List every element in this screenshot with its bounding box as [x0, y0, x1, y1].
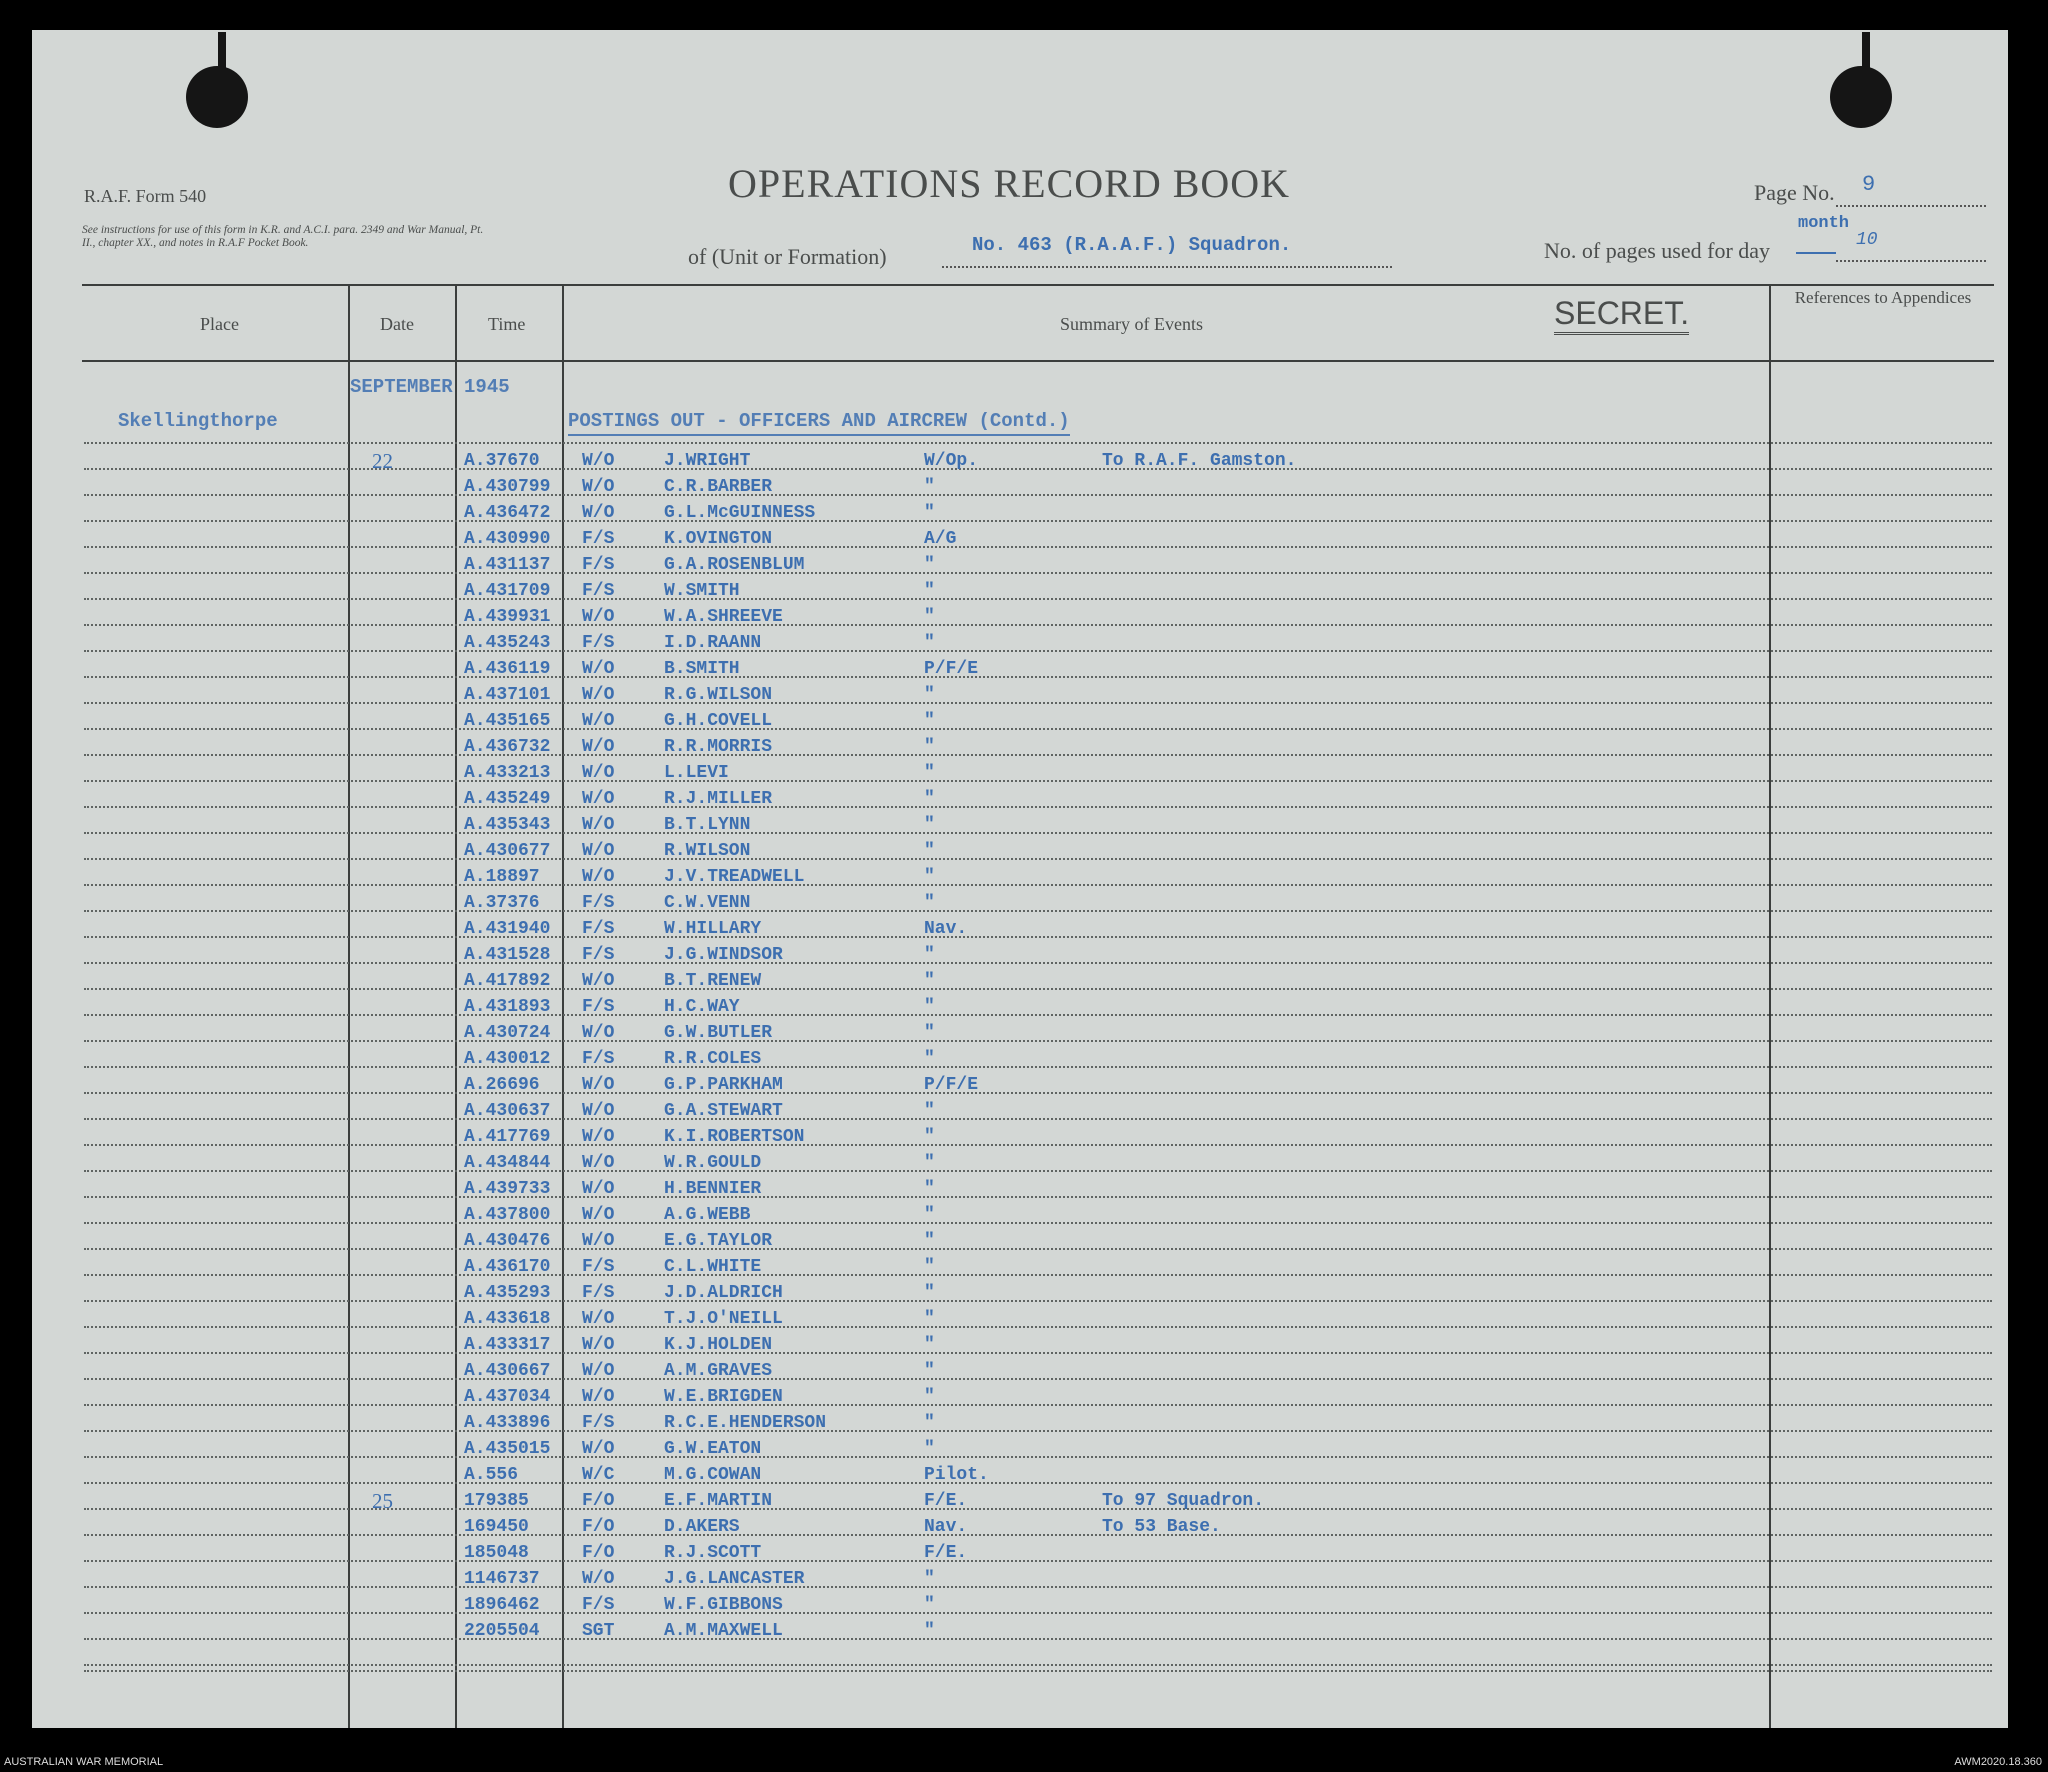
entry-row [32, 838, 1932, 864]
entry-name: W.F.GIBBONS [664, 1595, 783, 1615]
entry-number: 1896462 [464, 1595, 540, 1615]
table-bottom-rule [84, 1670, 1992, 1672]
entry-number: A.437800 [464, 1205, 551, 1225]
month-year: SEPTEMBER 1945 [350, 376, 510, 398]
unit-value: No. 463 (R.A.A.F.) Squadron. [972, 234, 1292, 256]
entry-name: W.R.GOULD [664, 1153, 762, 1173]
entry-number: A.430799 [464, 477, 551, 497]
entry-name: R.R.MORRIS [664, 737, 773, 757]
entry-row [32, 1228, 1932, 1254]
entry-name: A.M.MAXWELL [664, 1621, 783, 1641]
entry-name: R.J.MILLER [664, 789, 773, 809]
entry-rank: SGT [582, 1621, 615, 1641]
entry-name: G.A.ROSENBLUM [664, 555, 805, 575]
right-binder-hole [1830, 66, 1892, 128]
place-value: Skellingthorpe [118, 410, 278, 432]
entry-rank: F/S [582, 919, 615, 939]
entry-role: " [924, 893, 935, 913]
entry-row [32, 734, 1932, 760]
entry-rank: F/S [582, 1283, 615, 1303]
entry-rank: F/S [582, 555, 615, 575]
entry-rank: F/S [582, 1257, 615, 1277]
entry-role: " [924, 685, 935, 705]
entry-row [32, 1488, 1932, 1514]
entry-number: A.435243 [464, 633, 551, 653]
entry-number: A.436732 [464, 737, 551, 757]
entry-name: H.BENNIER [664, 1179, 762, 1199]
entry-row [32, 916, 1932, 942]
entry-role: " [924, 477, 935, 497]
entry-rank: W/O [582, 503, 615, 523]
entry-role: " [924, 1049, 935, 1069]
entry-number: A.430637 [464, 1101, 551, 1121]
entry-number: A.433213 [464, 763, 551, 783]
entry-name: G.A.STEWART [664, 1101, 783, 1121]
form-instructions: See instructions for use of this form in K.R. and A.C.I. para. 2349 and War Manual, Pt. II., chapter XX., and notes in R.A.F Pocket Book. [82, 224, 484, 249]
entry-rank: W/O [582, 1439, 615, 1459]
entry-number: A.436119 [464, 659, 551, 679]
entry-row [32, 968, 1932, 994]
entry-role: " [924, 607, 935, 627]
entry-rank: W/O [582, 841, 615, 861]
entry-role: " [924, 1101, 935, 1121]
entry-number: A.556 [464, 1465, 519, 1485]
entry-row [32, 864, 1932, 890]
entry-rank: W/O [582, 1309, 615, 1329]
entry-role: " [924, 633, 935, 653]
table-top-rule [82, 284, 1994, 286]
entry-role: " [924, 789, 935, 809]
entry-row [32, 1280, 1932, 1306]
entry-rank: W/O [582, 815, 615, 835]
entry-rank: F/O [582, 1491, 615, 1511]
entry-number: 185048 [464, 1543, 529, 1563]
entry-role: " [924, 555, 935, 575]
entry-name: R.G.WILSON [664, 685, 773, 705]
entry-row [32, 760, 1932, 786]
entry-number: A.435165 [464, 711, 551, 731]
entry-name: G.W.EATON [664, 1439, 762, 1459]
entry-name: G.L.McGUINNESS [664, 503, 816, 523]
entry-number: A.439931 [464, 607, 551, 627]
entry-number: A.437034 [464, 1387, 551, 1407]
page-number-underline [1836, 205, 1986, 207]
entry-row [32, 1384, 1932, 1410]
entry-row [32, 1072, 1932, 1098]
entry-number: A.435293 [464, 1283, 551, 1303]
entry-rank: F/S [582, 1595, 615, 1615]
entry-rank: W/O [582, 1075, 615, 1095]
entry-date: 22 [372, 449, 393, 473]
entry-number: A.37376 [464, 893, 540, 913]
entry-name: T.J.O'NEILL [664, 1309, 783, 1329]
entry-name: K.J.HOLDEN [664, 1335, 773, 1355]
entry-name: J.G.LANCASTER [664, 1569, 805, 1589]
entry-rank: F/S [582, 581, 615, 601]
pages-used-label: No. of pages used for day [1544, 238, 1771, 263]
entry-row [32, 1098, 1932, 1124]
entry-name: A.G.WEBB [664, 1205, 751, 1225]
entry-row [32, 1592, 1932, 1618]
entry-rank: F/O [582, 1543, 615, 1563]
entry-role: Pilot. [924, 1465, 989, 1485]
entry-role: " [924, 1413, 935, 1433]
pages-used-strike [1796, 252, 1836, 254]
entry-rank: F/S [582, 1413, 615, 1433]
entry-role: " [924, 971, 935, 991]
entry-row [32, 942, 1932, 968]
entry-name: I.D.RAANN [664, 633, 762, 653]
entry-row [32, 1332, 1932, 1358]
ruled-line [84, 442, 1992, 444]
entry-name: J.V.TREADWELL [664, 867, 805, 887]
entry-rank: W/O [582, 1387, 615, 1407]
entry-number: A.435343 [464, 815, 551, 835]
entry-number: 179385 [464, 1491, 529, 1511]
entry-rank: W/O [582, 1569, 615, 1589]
entry-role: " [924, 1621, 935, 1641]
entry-row [32, 1306, 1932, 1332]
entry-rank: F/S [582, 997, 615, 1017]
entry-row [32, 1176, 1932, 1202]
entry-name: E.F.MARTIN [664, 1491, 773, 1511]
entry-role: " [924, 503, 935, 523]
entry-role: " [924, 867, 935, 887]
entry-row [32, 500, 1932, 526]
entry-rank: W/O [582, 607, 615, 627]
entry-name: C.L.WHITE [664, 1257, 762, 1277]
entry-row [32, 1358, 1932, 1384]
entry-name: G.H.COVELL [664, 711, 773, 731]
entry-number: A.18897 [464, 867, 540, 887]
entry-role: " [924, 997, 935, 1017]
entry-name: C.W.VENN [664, 893, 751, 913]
secret-stamp: SECRET. [1554, 294, 1689, 335]
entry-rank: F/O [582, 1517, 615, 1537]
entry-number: A.430012 [464, 1049, 551, 1069]
entry-row [32, 1254, 1932, 1280]
entry-rank: F/S [582, 633, 615, 653]
entry-name: D.AKERS [664, 1517, 740, 1537]
entry-name: G.P.PARKHAM [664, 1075, 783, 1095]
entry-row [32, 1540, 1932, 1566]
entry-role: " [924, 945, 935, 965]
entry-number: A.433896 [464, 1413, 551, 1433]
entry-name: W.SMITH [664, 581, 740, 601]
column-header-time: Time [488, 314, 526, 334]
entry-name: R.J.SCOTT [664, 1543, 762, 1563]
entry-row [32, 812, 1932, 838]
entry-row [32, 1462, 1932, 1488]
entry-rank: W/O [582, 659, 615, 679]
entry-rank: F/S [582, 945, 615, 965]
entry-number: A.437101 [464, 685, 551, 705]
entry-rank: W/O [582, 1127, 615, 1147]
entry-row [32, 656, 1932, 682]
entry-number: A.26696 [464, 1075, 540, 1095]
entry-name: B.T.RENEW [664, 971, 762, 991]
entry-number: A.430677 [464, 841, 551, 861]
form-label: R.A.F. Form 540 [84, 186, 207, 206]
entry-number: A.430667 [464, 1361, 551, 1381]
entry-number: A.431940 [464, 919, 551, 939]
entry-number: A.435249 [464, 789, 551, 809]
entry-role: " [924, 1023, 935, 1043]
entry-role: " [924, 1439, 935, 1459]
entry-role: " [924, 1153, 935, 1173]
entry-rank: W/O [582, 477, 615, 497]
entry-number: A.436472 [464, 503, 551, 523]
entry-number: 169450 [464, 1517, 529, 1537]
unit-label: of (Unit or Formation) [688, 244, 887, 269]
entry-rank: W/O [582, 867, 615, 887]
entry-rank: W/O [582, 1153, 615, 1173]
entry-role: " [924, 1257, 935, 1277]
entry-row [32, 604, 1932, 630]
entry-name: H.C.WAY [664, 997, 740, 1017]
entry-row [32, 682, 1932, 708]
entry-row [32, 552, 1932, 578]
entry-number: 2205504 [464, 1621, 540, 1641]
entry-row [32, 526, 1932, 552]
entry-rank: W/O [582, 971, 615, 991]
table-header-rule [82, 360, 1994, 362]
entry-row [32, 1202, 1932, 1228]
entry-row [32, 708, 1932, 734]
ruled-line [84, 1664, 1992, 1666]
entry-number: A.417892 [464, 971, 551, 991]
entry-role: " [924, 1309, 935, 1329]
entry-name: W.A.SHREEVE [664, 607, 783, 627]
entry-rank: W/O [582, 763, 615, 783]
entry-rank: W/O [582, 737, 615, 757]
pages-used-value: 10 [1856, 230, 1878, 250]
entry-name: W.HILLARY [664, 919, 762, 939]
entry-role: " [924, 737, 935, 757]
entry-role: " [924, 1569, 935, 1589]
page-number-label: Page No. [1754, 180, 1835, 205]
entry-rank: W/O [582, 711, 615, 731]
entry-name: W.E.BRIGDEN [664, 1387, 783, 1407]
entry-name: R.WILSON [664, 841, 751, 861]
entry-number: A.436170 [464, 1257, 551, 1277]
entry-row [32, 1566, 1932, 1592]
entry-name: K.OVINGTON [664, 529, 773, 549]
pages-used-underline [1836, 260, 1986, 262]
entry-row [32, 786, 1932, 812]
entry-name: R.C.E.HENDERSON [664, 1413, 827, 1433]
entry-row [32, 448, 1932, 474]
entry-role: A/G [924, 529, 957, 549]
entry-role: " [924, 581, 935, 601]
entry-number: A.439733 [464, 1179, 551, 1199]
entry-role: Nav. [924, 919, 968, 939]
entry-role: " [924, 841, 935, 861]
entry-rank: W/O [582, 1179, 615, 1199]
entry-name: B.T.LYNN [664, 815, 751, 835]
entry-rank: W/O [582, 789, 615, 809]
entry-role: " [924, 1387, 935, 1407]
entry-number: A.430724 [464, 1023, 551, 1043]
entry-row [32, 474, 1932, 500]
entry-role: " [924, 815, 935, 835]
page-number-value: 9 [1862, 172, 1876, 197]
entry-rank: W/O [582, 1361, 615, 1381]
entry-role: " [924, 1283, 935, 1303]
entry-number: A.430990 [464, 529, 551, 549]
column-header-date: Date [380, 314, 414, 334]
entry-rank: W/O [582, 1205, 615, 1225]
footer-left: AUSTRALIAN WAR MEMORIAL [4, 1756, 164, 1768]
entry-name: L.LEVI [664, 763, 729, 783]
entry-role: F/E. [924, 1491, 968, 1511]
entry-date: 25 [372, 1489, 393, 1513]
entry-row [32, 578, 1932, 604]
entry-rank: W/O [582, 685, 615, 705]
entry-role: " [924, 1361, 935, 1381]
record-sheet [32, 30, 2008, 1728]
entry-number: A.433618 [464, 1309, 551, 1329]
entry-rank: F/S [582, 1049, 615, 1069]
entry-name: R.R.COLES [664, 1049, 762, 1069]
entry-name: E.G.TAYLOR [664, 1231, 773, 1251]
unit-underline [942, 266, 1392, 268]
entry-name: J.D.ALDRICH [664, 1283, 783, 1303]
entry-note: To 97 Squadron. [1102, 1491, 1265, 1511]
entry-name: M.G.COWAN [664, 1465, 762, 1485]
pages-used-correction: month [1798, 214, 1850, 233]
entry-rank: F/S [582, 893, 615, 913]
entry-name: K.I.ROBERTSON [664, 1127, 805, 1147]
entry-role: " [924, 1127, 935, 1147]
column-header-summary: Summary of Events [1060, 314, 1203, 334]
entry-role: Nav. [924, 1517, 968, 1537]
left-binder-hole [186, 66, 248, 128]
entry-name: J.WRIGHT [664, 451, 751, 471]
entry-number: A.433317 [464, 1335, 551, 1355]
entry-role: F/E. [924, 1543, 968, 1563]
entry-rank: W/C [582, 1465, 615, 1485]
entry-row [32, 890, 1932, 916]
footer-right: AWM2020.18.360 [1954, 1756, 2042, 1768]
entry-number: A.434844 [464, 1153, 551, 1173]
entry-row [32, 1436, 1932, 1462]
entry-rank: W/O [582, 1231, 615, 1251]
entry-row [32, 1618, 1932, 1644]
entry-row [32, 1046, 1932, 1072]
entry-row [32, 1020, 1932, 1046]
entry-name: A.M.GRAVES [664, 1361, 773, 1381]
entry-number: A.435015 [464, 1439, 551, 1459]
entry-role: P/F/E [924, 659, 979, 679]
entry-number: A.431709 [464, 581, 551, 601]
entry-role: " [924, 711, 935, 731]
entry-number: A.417769 [464, 1127, 551, 1147]
entry-note: To R.A.F. Gamston. [1102, 451, 1297, 471]
entry-role: " [924, 1179, 935, 1199]
entry-rank: W/O [582, 1023, 615, 1043]
entry-rank: W/O [582, 1335, 615, 1355]
entry-number: 1146737 [464, 1569, 540, 1589]
entry-name: G.W.BUTLER [664, 1023, 773, 1043]
entry-role: W/Op. [924, 451, 979, 471]
entry-row [32, 1514, 1932, 1540]
entry-role: " [924, 1595, 935, 1615]
entry-number: A.431137 [464, 555, 551, 575]
column-header-place: Place [200, 314, 239, 334]
page-title: OPERATIONS RECORD BOOK [728, 161, 1291, 206]
entry-note: To 53 Base. [1102, 1517, 1221, 1537]
entry-number: A.431528 [464, 945, 551, 965]
entry-role: " [924, 763, 935, 783]
entry-rank: F/S [582, 529, 615, 549]
column-header-references: References to Appendices [1794, 288, 1972, 307]
entry-row [32, 994, 1932, 1020]
entry-number: A.431893 [464, 997, 551, 1017]
entry-number: A.430476 [464, 1231, 551, 1251]
entry-row [32, 1124, 1932, 1150]
entry-row [32, 1410, 1932, 1436]
entry-row [32, 1150, 1932, 1176]
entry-rank: W/O [582, 1101, 615, 1121]
entry-role: P/F/E [924, 1075, 979, 1095]
entry-name: C.R.BARBER [664, 477, 773, 497]
entry-name: B.SMITH [664, 659, 740, 679]
entry-role: " [924, 1231, 935, 1251]
entry-name: J.G.WINDSOR [664, 945, 783, 965]
entry-rank: W/O [582, 451, 615, 471]
entry-role: " [924, 1335, 935, 1355]
entry-row [32, 630, 1932, 656]
entry-role: " [924, 1205, 935, 1225]
entry-number: A.37670 [464, 451, 540, 471]
section-heading: POSTINGS OUT - OFFICERS AND AIRCREW (Contd.) [568, 408, 1070, 436]
